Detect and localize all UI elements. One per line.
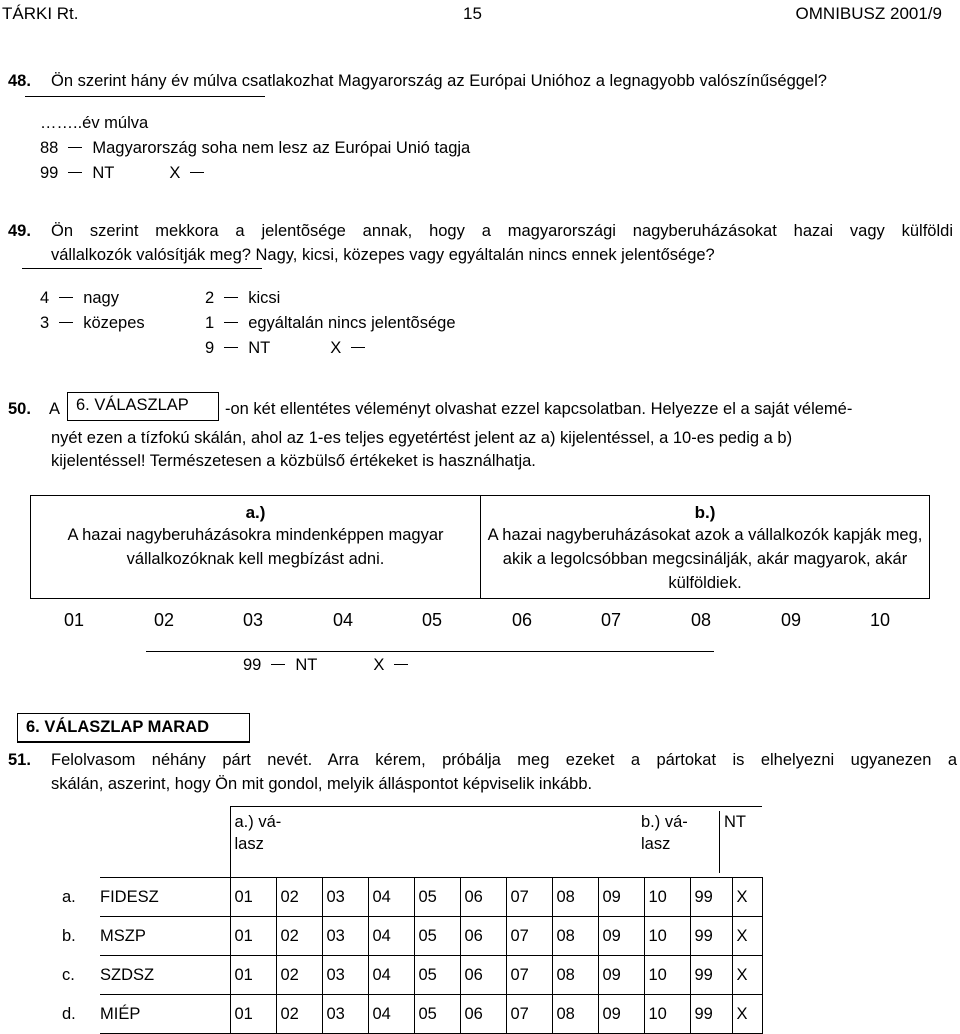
option-code: 4 [40, 289, 50, 307]
row-letter: b. [62, 926, 76, 945]
scale-cell[interactable]: 08 [552, 878, 598, 917]
option-code: 3 [40, 314, 50, 332]
q50-prefix: A [49, 400, 61, 418]
row-letter: d. [62, 1004, 76, 1023]
q48-text: Ön szerint hány év múlva csatlakozhat Magyarország az Európai Unióhoz a legnagyobb valószínűséggel? [51, 72, 827, 90]
q49-option-3 [40, 314, 145, 333]
party-name: FIDESZ [100, 878, 230, 917]
q48-number: 48. [8, 72, 31, 90]
scale-cell[interactable]: 01 [230, 878, 276, 917]
q48-x: X [169, 164, 181, 182]
q48-option-never [40, 139, 470, 158]
scale-cell[interactable]: 03 [322, 917, 368, 956]
scale-value[interactable]: 07 [601, 610, 622, 630]
q48-option-nt [40, 164, 214, 183]
scale-cell[interactable]: 08 [552, 995, 598, 1034]
scale-cell[interactable]: 05 [414, 917, 460, 956]
header-right-group [322, 807, 762, 878]
option-code: 9 [205, 339, 215, 357]
scale-cell[interactable]: 10 [644, 917, 690, 956]
party-name: MSZP [100, 917, 230, 956]
scale-value[interactable]: 05 [422, 610, 443, 630]
card-remains-box [17, 713, 250, 743]
scale-value[interactable]: 10 [870, 610, 891, 630]
page-number: 15 [463, 4, 482, 23]
header-right: OMNIBUSZ 2001/9 [795, 4, 942, 23]
header-a-answer [230, 807, 322, 878]
table-row [52, 917, 762, 956]
table-row [52, 878, 762, 917]
scale-cell[interactable]: 02 [276, 878, 322, 917]
q48-nt-label: NT [92, 164, 115, 182]
scale-cell[interactable]: 07 [506, 878, 552, 917]
q50-line1: -on két ellentétes véleményt olvashat ezzel kapcsolatban. Helyezze el a saját vélemé- [225, 400, 853, 418]
q49-line1: Ön szerint mekkora a jelentõsége annak, hogy a magyarországi nagyberuházásokat hazai vagy külföldi [51, 222, 953, 240]
q50-x: X [373, 656, 385, 674]
q49-option-2 [205, 289, 280, 308]
option-label: nagy [83, 289, 119, 307]
agreement-scale [0, 610, 960, 640]
header-a-line: a.) vá- [234, 813, 282, 831]
q49-option-1 [205, 314, 456, 333]
option-code: 1 [205, 314, 215, 332]
statement-a-box [30, 495, 480, 599]
dash-icon [190, 172, 204, 173]
q49-option-4 [40, 289, 119, 308]
q49-x: X [330, 339, 342, 357]
q49-line2: vállalkozók valósítják meg? Nagy, kicsi, közepes vagy egyáltalán nincs ennek jelentősége? [51, 246, 715, 264]
header-nt-label: NT [724, 813, 746, 831]
q50-line2: nyét ezen a tízfokú skálán, ahol az 1-es teljes egyetértést jelent az a) kijelentéssel, a 10-es pedig a b) [51, 429, 793, 447]
row-letter: a. [62, 887, 76, 906]
scale-value[interactable]: 08 [691, 610, 712, 630]
card-reference-box [67, 392, 219, 421]
party-scale-table [52, 806, 763, 1034]
q48-underline [25, 96, 265, 97]
dash-icon [394, 664, 408, 665]
scale-cell[interactable]: 10 [644, 956, 690, 995]
card-remains-label: 6. VÁLASZLAP MARAD [26, 718, 210, 736]
dash-icon [271, 664, 285, 665]
scale-cell[interactable]: 07 [506, 956, 552, 995]
header-b-line: lasz [641, 835, 671, 853]
q51-line2: skálán, aszerint, hogy Ön mit gondol, melyik álláspontot képviselik inkább. [51, 775, 593, 793]
scale-cell[interactable]: 08 [552, 917, 598, 956]
header-left: TÁRKI Rt. [2, 4, 79, 23]
x-cell[interactable]: X [732, 878, 762, 917]
q49-option-9 [205, 339, 375, 358]
scale-cell[interactable]: 09 [598, 878, 644, 917]
scale-cell[interactable]: 05 [414, 878, 460, 917]
q50-nt-label: NT [295, 656, 318, 674]
q50-nt-row [243, 656, 418, 675]
option-label: egyáltalán nincs jelentõsége [248, 314, 456, 332]
statement-a-text: A hazai nagyberuházásokra mindenképpen magyar vállalkozóknak kell megbízást adni. [67, 526, 444, 568]
dash-icon [59, 297, 73, 298]
party-name: SZDSZ [100, 956, 230, 995]
scale-cell[interactable]: 02 [276, 917, 322, 956]
option-label: kicsi [248, 289, 281, 307]
scale-cell[interactable]: 04 [368, 995, 414, 1034]
scale-cell[interactable]: 03 [322, 995, 368, 1034]
scale-cell[interactable]: 10 [644, 995, 690, 1034]
q48-nt-code: 99 [40, 164, 59, 182]
scale-cell[interactable]: 08 [552, 956, 598, 995]
x-cell[interactable]: X [732, 917, 762, 956]
row-letter: c. [62, 965, 75, 984]
q50-nt-code: 99 [243, 656, 262, 674]
scale-cell[interactable]: 06 [460, 878, 506, 917]
q51-number: 51. [8, 751, 31, 769]
scale-value[interactable]: 03 [243, 610, 264, 630]
dash-icon [224, 347, 238, 348]
x-cell[interactable]: X [732, 956, 762, 995]
dash-icon [68, 172, 82, 173]
scale-cell[interactable]: 01 [230, 917, 276, 956]
q51-line1: Felolvasom néhány párt nevét. Arra kérem, próbálja meg ezeket a pártokat is elhelyezni ugyanezen a [51, 751, 957, 769]
scale-cell[interactable]: 04 [368, 917, 414, 956]
option-label: közepes [83, 314, 145, 332]
scale-underline [146, 651, 714, 652]
header-b-line: b.) vá- [641, 813, 688, 831]
scale-cell[interactable]: 06 [460, 995, 506, 1034]
scale-cell[interactable]: 07 [506, 995, 552, 1034]
dash-icon [68, 147, 82, 148]
card-label: 6. VÁLASZLAP [76, 396, 189, 414]
scale-cell[interactable]: 03 [322, 878, 368, 917]
dash-icon [59, 322, 73, 323]
q48-option-years: ……..év múlva [40, 114, 149, 132]
scale-value[interactable]: 04 [333, 610, 354, 630]
scale-cell[interactable]: 04 [368, 956, 414, 995]
scale-cell[interactable]: 02 [276, 956, 322, 995]
statement-a-title: a.) [245, 503, 266, 522]
q49-underline [22, 268, 262, 269]
header-a-line: lasz [234, 835, 264, 853]
scale-cell[interactable]: 09 [598, 995, 644, 1034]
q49-number: 49. [8, 222, 31, 240]
table-row [52, 956, 762, 995]
option-code: 2 [205, 289, 215, 307]
q48-never-label: Magyarország soha nem lesz az Európai Unió tagja [92, 139, 471, 157]
nt-cell[interactable]: 99 [690, 956, 732, 995]
option-label: NT [248, 339, 271, 357]
scale-cell[interactable]: 06 [460, 917, 506, 956]
scale-cell[interactable]: 01 [230, 956, 276, 995]
nt-cell[interactable]: 99 [690, 995, 732, 1034]
dash-icon [224, 322, 238, 323]
scale-value[interactable]: 02 [154, 610, 175, 630]
scale-cell[interactable]: 02 [276, 995, 322, 1034]
q50-number: 50. [8, 400, 31, 418]
nt-cell[interactable]: 99 [690, 878, 732, 917]
statement-b-text: A hazai nagyberuházásokat azok a vállalkozók kapják meg, akik a legolcsóbban megcsinálják, akár magyarok, akár külföldiek. [487, 526, 923, 592]
x-cell[interactable]: X [732, 995, 762, 1034]
scale-value[interactable]: 09 [781, 610, 802, 630]
q50-line3: kijelentéssel! Természetesen a közbülső értékeket is használhatja. [51, 452, 536, 470]
scale-cell[interactable]: 04 [368, 878, 414, 917]
scale-cell[interactable]: 03 [322, 956, 368, 995]
scale-cell[interactable]: 06 [460, 956, 506, 995]
dash-icon [351, 347, 365, 348]
scale-cell[interactable]: 09 [598, 917, 644, 956]
dash-icon [224, 297, 238, 298]
scale-cell[interactable]: 07 [506, 917, 552, 956]
scale-value[interactable]: 01 [64, 610, 85, 630]
header-nt [719, 811, 746, 873]
scale-cell[interactable]: 05 [414, 956, 460, 995]
statement-b-box [480, 495, 930, 599]
table-row [52, 995, 762, 1034]
scale-cell[interactable]: 05 [414, 995, 460, 1034]
header-b-answer [641, 811, 688, 855]
party-name: MIÉP [100, 995, 230, 1034]
scale-value[interactable]: 06 [512, 610, 533, 630]
nt-cell[interactable]: 99 [690, 917, 732, 956]
scale-cell[interactable]: 01 [230, 995, 276, 1034]
scale-cell[interactable]: 09 [598, 956, 644, 995]
q48-never-code: 88 [40, 139, 59, 157]
statement-b-title: b.) [694, 503, 716, 522]
scale-cell[interactable]: 10 [644, 878, 690, 917]
